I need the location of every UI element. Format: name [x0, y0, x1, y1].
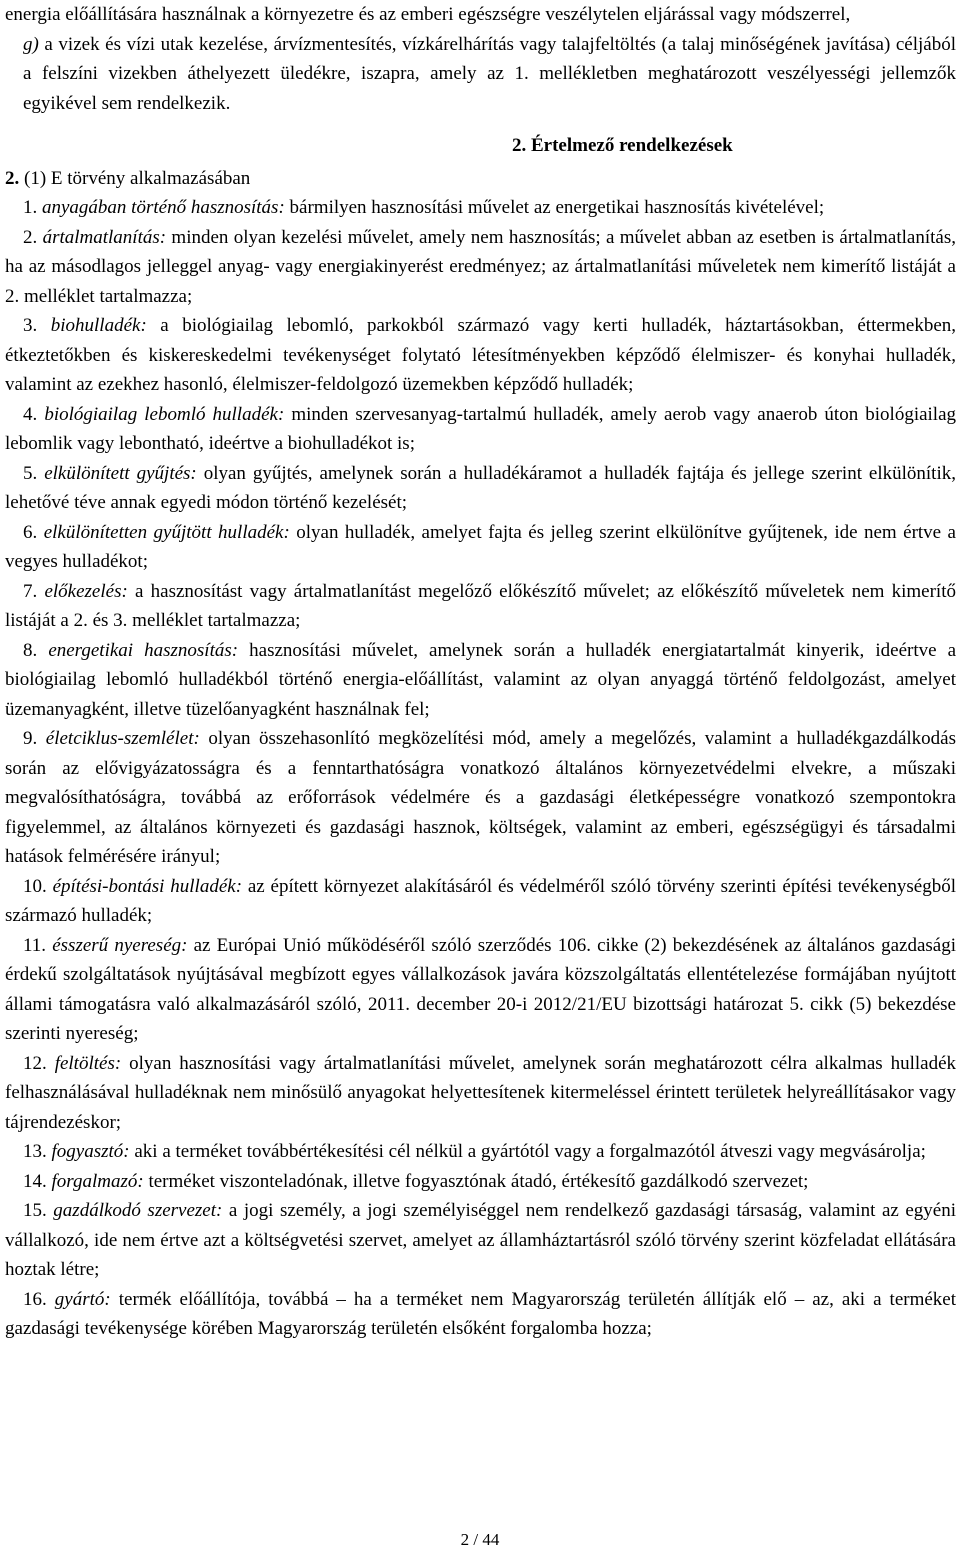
definition-item	[5, 459, 956, 518]
definition-term: gyártó:	[54, 1288, 111, 1310]
definition-number: 11.	[23, 934, 53, 956]
chapter-heading: 2. Értelmező rendelkezések	[512, 135, 733, 156]
definition-term: előkezelés:	[44, 580, 128, 602]
definition-term: biológiailag lebomló hulladék:	[44, 403, 285, 425]
definition-text: bármilyen hasznosítási művelet az energetikai hasznosítás kivételével;	[284, 197, 825, 218]
definition-term: fogyasztó:	[51, 1141, 130, 1162]
definition-text: terméket viszonteladónak, illetve fogyasztónak átadó, értékesítő gazdálkodó szervezet;	[143, 1170, 809, 1192]
definition-text: minden olyan kezelési művelet, amely nem hasznosítás; a művelet abban az esetben is ártalmatlanítás, ha az másodlagos jelleggel anyag- vagy energiakinyerést eredményez; az ártalmatlanítási műveletek nem kimerítő listáját a 2. melléklet tartalmazza;	[5, 226, 956, 307]
definition-item	[5, 223, 956, 312]
definition-item	[5, 1167, 956, 1197]
definition-number: 13.	[23, 1141, 52, 1162]
definition-term: életciklus-szemlélet:	[45, 728, 200, 749]
definition-list	[5, 193, 956, 1344]
definition-term: energetikai hasznosítás:	[48, 639, 239, 661]
definition-number: 7.	[23, 580, 45, 602]
definition-term: elkülönített gyűjtés:	[44, 462, 197, 484]
document-page	[5, 0, 956, 1344]
definition-item	[5, 636, 956, 725]
section-number: 2.	[5, 167, 20, 189]
definition-number: 5.	[23, 462, 45, 484]
definition-item	[5, 1137, 956, 1167]
definition-item	[5, 518, 956, 577]
definition-item	[5, 400, 956, 459]
definition-text: a jogi személy, a jogi személyiséggel nem rendelkező gazdasági társaság, valamint az egyéni vállalkozó, ide nem értve azt a költségvetési szervet, amelyet az államháztartásról szóló törvény szerint közfeladat ellátására hoztak létre;	[5, 1200, 957, 1280]
definition-term: ártalmatlanítás:	[42, 226, 167, 248]
definition-term: elkülönítetten gyűjtött hulladék:	[43, 521, 290, 543]
definition-number: 15.	[23, 1200, 54, 1221]
definition-text: termék előállítója, továbbá – ha a terméket nem Magyarország területén állítják elő – az, aki a terméket gazdasági tevékenysége körében Magyarország területén elsőként forgalomba hozza;	[5, 1288, 957, 1339]
definition-item	[5, 1285, 956, 1344]
point-g-text: a vizek és vízi utak kezelése, árvízmentesítés, vízkárelhárítás vagy talajfeltöltés (a talaj minőségének javítása) céljából a felszíni vizekben áthelyezett üledékre, iszapra, amely az 1. mellékletben meghatározott veszélyességi jellemzők egyikével sem rendelkezik.	[23, 33, 956, 114]
definition-number: 2.	[23, 226, 43, 248]
definition-number: 9.	[23, 728, 46, 749]
definition-term: anyagában történő hasznosítás:	[42, 197, 285, 218]
definition-text: minden szervesanyag-tartalmú hulladék, amely aerob vagy anaerob úton biológiailag lebomlik vagy lebontható, ideértve a biohulladékot is;	[5, 403, 957, 454]
definition-term: feltöltés:	[54, 1052, 122, 1074]
definition-term: gazdálkodó szervezet:	[53, 1200, 223, 1221]
definition-text: olyan hasznosítási vagy ártalmatlanítási művelet, amelynek során meghatározott célra alkalmas hulladék felhasználásával hulladéknak nem minősülő anyagokat helyettesítenek kitermeléssel érintett területek helyreállításakor vagy tájrendezéskor;	[5, 1052, 957, 1133]
definition-text: olyan gyűjtés, amelynek során a hulladékáramot a hulladék fajtája és jellege szerint elkülönítik, lehetővé téve annak egyedi módon történő kezelését;	[5, 462, 956, 513]
definition-term: forgalmazó:	[51, 1170, 144, 1192]
definition-number: 8.	[23, 639, 49, 661]
definition-number: 14.	[23, 1170, 52, 1192]
definition-term: biohulladék:	[50, 315, 147, 336]
definition-text: olyan összehasonlító megközelítési mód, amely a megelőzés, valamint a hulladékgazdálkodás során az elővigyázatosságra és a fenntarthatóságra vonatkozó általános környezetvédelmi elvekre, a műszaki megvalósíthatóságra, továbbá az erőforrások védelmére és a gazdasági életképességre vonatkozó szempontokra figyelemmel, az általános környezeti és gazdasági hasznok, költségek, valamint az emberi, egészségügyi és társadalmi hatások felmérésére irányul;	[5, 728, 956, 867]
definition-item	[5, 311, 956, 400]
definition-text: aki a terméket továbbértékesítési cél nélkül a gyártótól vagy a forgalmazótól átveszi vagy megvásárolja;	[129, 1141, 926, 1162]
definition-number: 4.	[23, 403, 45, 425]
definition-text: hasznosítási művelet, amelynek során a hulladék energiatartalmát kinyerik, ideértve a biológiailag lebomló hulladékból történő energia-előállítást, valamint az olyan anyaggá történő feldolgozást, amelyet üzemanyagként, illetve tüzelőanyagként használnak fel;	[5, 639, 957, 720]
definition-number: 3.	[23, 315, 51, 336]
definition-text: az Európai Unió működéséről szóló szerződés 106. cikke (2) bekezdésének az általános gazdasági érdekű szolgáltatások nyújtásával megbízott egyes vállalkozások javára közszolgáltatás ellentételezése formájában nyújtott állami támogatásra való alkalmazásáról szóló, 2011. december 20-i 2012/21/EU bizottsági határozat 5. cikk (5) bekezdése szerinti nyereség;	[5, 934, 957, 1044]
section-text: (1) E törvény alkalmazásában	[24, 167, 251, 189]
definition-item	[5, 931, 956, 1049]
definition-item	[5, 577, 956, 636]
definition-item	[5, 1049, 956, 1138]
definition-item	[5, 193, 956, 223]
page-number: 2 / 44	[460, 1530, 500, 1549]
definition-number: 6.	[23, 521, 44, 543]
point-g	[5, 30, 956, 119]
definition-item	[5, 724, 956, 872]
definition-number: 1.	[23, 197, 42, 218]
definition-item	[5, 872, 956, 931]
definition-text: a biológiailag lebomló, parkokból származó vagy kerti hulladék, háztartásokban, éttermekben, étkeztetőkben és kiskereskedelmi tevékenységet folytató létesítményekben képződő élelmiszer- és konyhai hulladék, valamint az ezekhez hasonló, élelmiszer-feldolgozó üzemekben képződő hulladék;	[5, 315, 957, 395]
definition-text: olyan hulladék, amelyet fajta és jelleg szerint elkülönítve gyűjtenek, ide nem értve a vegyes hulladékot;	[5, 521, 956, 572]
intro-line: energia előállítására használnak a környezetre és az emberi egészségre veszélytelen eljárással vagy módszerrel,	[5, 4, 851, 25]
definition-term: építési-bontási hulladék:	[52, 875, 243, 897]
point-g-label: g)	[23, 33, 39, 55]
definition-text: a hasznosítást vagy ártalmatlanítást megelőző előkészítő művelet; az előkészítő műveletek nem kimerítő listáját a 2. és 3. melléklet tartalmazza;	[5, 580, 956, 631]
section-header	[5, 164, 956, 194]
definition-number: 12.	[23, 1052, 55, 1074]
definition-number: 16.	[23, 1288, 55, 1310]
definition-item	[5, 1196, 956, 1285]
definition-text: az épített környezet alakításáról és védelméről szóló törvény szerinti építési tevékenységből származó hulladék;	[5, 875, 956, 926]
definition-number: 10.	[23, 875, 53, 897]
definition-term: ésszerű nyereség:	[52, 934, 188, 956]
